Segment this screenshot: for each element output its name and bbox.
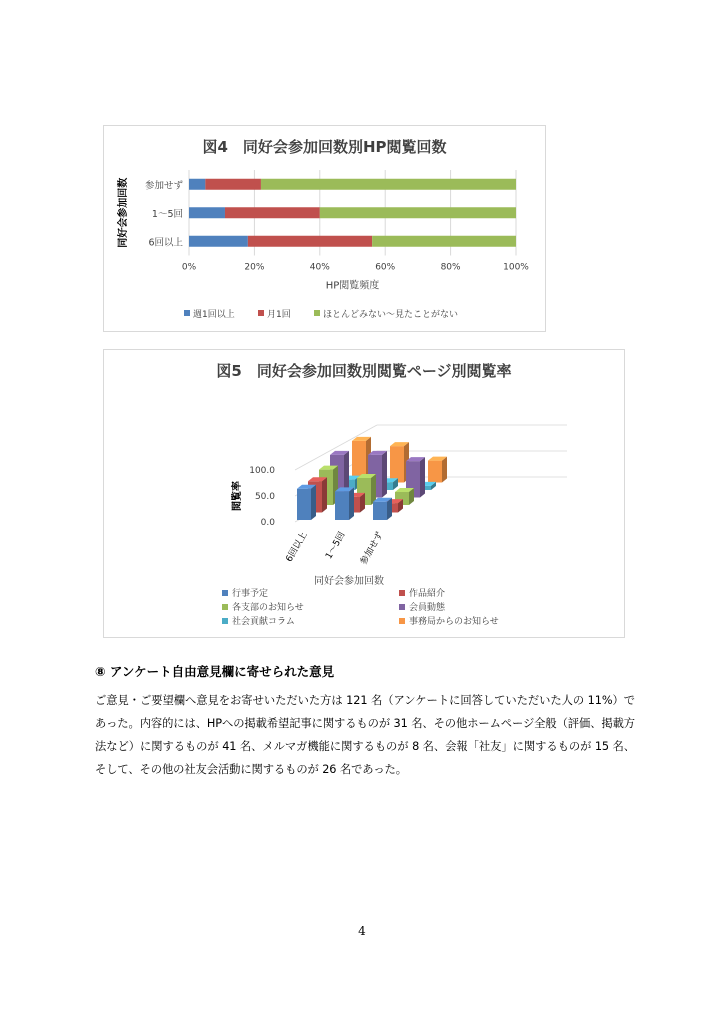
legend-label: ほとんどみない〜見たことがない [323, 310, 459, 320]
legend-swatch [222, 618, 228, 624]
column-front [297, 489, 311, 520]
column-front [428, 461, 442, 483]
y-axis-label: 同好会参加回数 [118, 177, 129, 248]
chart-fig4 [103, 125, 546, 332]
y-tick-label: 50.0 [254, 492, 275, 502]
column-side [349, 487, 354, 520]
column-side [420, 457, 425, 497]
legend-swatch [222, 590, 228, 596]
chart-fig5-plot [104, 350, 624, 637]
x-tick-label: 100% [503, 262, 529, 273]
column-front [390, 446, 404, 482]
legend-label: 会員動態 [409, 603, 446, 613]
legend-label: 作品紹介 [409, 589, 446, 599]
y-tick-label: 参加せず [144, 180, 183, 192]
x-tick-label: 20% [244, 262, 265, 273]
x-tick-label: 60% [375, 262, 396, 273]
bar-segment [189, 179, 205, 190]
chart-title: 図4 同好会参加回数別HP閲覧回数 [202, 138, 447, 156]
y-tick-label: 6回以上 [148, 237, 183, 249]
column-3d [373, 498, 392, 520]
bar-segment [205, 179, 261, 190]
column-front [335, 491, 349, 520]
column-3d [335, 487, 354, 520]
y-tick-label: 100.0 [249, 466, 275, 476]
x-tick-label: 40% [309, 262, 330, 273]
bar-segment [189, 236, 248, 247]
x-tick-label: 6回以上 [284, 530, 310, 564]
chart-title: 図5 同好会参加回数別閲覧ページ別閲覧率 [216, 362, 512, 380]
column-side [311, 485, 316, 520]
x-tick-label: 0% [181, 262, 197, 273]
column-front [373, 502, 387, 520]
x-axis-label: HP閲覧頻度 [325, 280, 380, 292]
bar-segment [189, 207, 225, 218]
column-side [322, 477, 327, 512]
legend-swatch [314, 310, 320, 316]
legend-swatch [399, 604, 405, 610]
legend-swatch [399, 618, 405, 624]
legend-label: 事務局からのお知らせ [409, 617, 499, 627]
legend-swatch [399, 590, 405, 596]
chart-fig5 [103, 349, 625, 638]
bar-segment [372, 236, 516, 247]
bar-segment [320, 207, 516, 218]
y-tick-label: 1〜5回 [151, 208, 183, 220]
column-side [382, 451, 387, 498]
y-tick-label: 0.0 [260, 518, 275, 528]
column-side [442, 457, 447, 483]
legend-swatch [222, 604, 228, 610]
legend-swatch [184, 310, 190, 316]
legend-label: 各支部のお知らせ [232, 603, 304, 613]
legend-label: 月1回 [267, 310, 291, 320]
x-axis-label: 同好会参加回数 [314, 576, 384, 587]
bar-segment [261, 179, 516, 190]
legend-swatch [258, 310, 264, 316]
chart-fig4-plot [104, 126, 545, 331]
legend-label: 社会貢献コラム [232, 617, 295, 627]
y-axis-label: 閲覧率 [232, 481, 243, 511]
section-body: ご意見・ご要望欄へ意見をお寄せいただいた方は 121 名（アンケートに回答していただいた人の 11%）であった。内容的には、HPへの掲載希望記事に関するものが 31 名、その他ホームページ全般（評価、掲載方法など）に関するものが 41 名、メルマガ機能に関するものが 8 名、会報「社友」に関するものが 15 名、そして、その他の社友会活動に関するものが 26 名であった。 [95, 694, 635, 776]
x-tick-label: 参加せず [358, 530, 386, 567]
column-3d [297, 485, 316, 520]
column-3d [428, 457, 447, 483]
x-tick-label: 1〜5回 [324, 530, 348, 562]
page-number: 4 [358, 924, 366, 938]
bar-segment [225, 207, 320, 218]
legend-label: 週1回以上 [193, 310, 235, 320]
x-tick-label: 80% [440, 262, 461, 273]
bar-segment [248, 236, 372, 247]
legend-label: 行事予定 [232, 589, 269, 599]
section-heading: ⑧ アンケート自由意見欄に寄せられた意見 [95, 664, 335, 679]
